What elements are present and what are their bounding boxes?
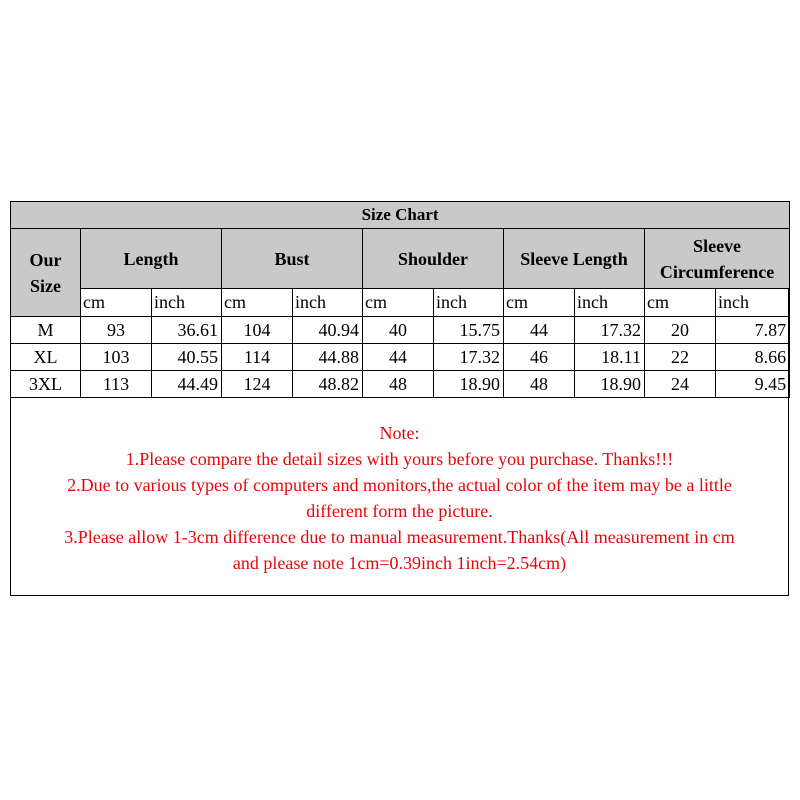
bust-inch: 48.82 [293,371,363,398]
notes-heading: Note: [379,423,420,443]
length-inch: 36.61 [152,317,222,344]
unit-cm: cm [81,289,152,317]
bust-header: Bust [222,229,363,289]
sleeve-circumference-header [645,229,790,289]
length-inch: 44.49 [152,371,222,398]
length-cm: 93 [81,317,152,344]
shoulder-inch: 18.90 [434,371,504,398]
size-header-line2: Size [30,275,61,296]
sleeve-length-inch: 17.32 [575,317,645,344]
size-label: 3XL [11,371,81,398]
shoulder-header: Shoulder [363,229,504,289]
size-chart-sheet [10,201,789,596]
unit-cm: cm [363,289,434,317]
length-cm: 113 [81,371,152,398]
table-row [11,371,790,398]
bust-inch: 44.88 [293,344,363,371]
size-header-line1: Our [29,249,62,270]
sleeve-circumference-line2: Circumference [659,261,775,282]
sleeve-circumference-cm: 22 [645,344,716,371]
size-label: XL [11,344,81,371]
unit-inch: inch [434,289,504,317]
sleeve-length-header: Sleeve Length [504,229,645,289]
sleeve-circumference-cm: 20 [645,317,716,344]
shoulder-cm: 48 [363,371,434,398]
note-line: 2.Due to various types of computers and monitors,the actual color of the item may be a little [67,475,732,495]
sleeve-circumference-inch: 8.66 [716,344,790,371]
note-line: 3.Please allow 1-3cm difference due to manual measurement.Thanks(All measurement in cm [64,527,735,547]
unit-inch: inch [575,289,645,317]
unit-cm: cm [222,289,293,317]
bust-cm: 104 [222,317,293,344]
length-header: Length [81,229,222,289]
sleeve-circumference-inch: 7.87 [716,317,790,344]
notes-block [11,420,788,576]
sleeve-length-inch: 18.90 [575,371,645,398]
length-inch: 40.55 [152,344,222,371]
unit-inch: inch [152,289,222,317]
sleeve-length-cm: 46 [504,344,575,371]
sleeve-circumference-line1: Sleeve [693,235,742,256]
bust-inch: 40.94 [293,317,363,344]
shoulder-inch: 17.32 [434,344,504,371]
sleeve-circumference-cm: 24 [645,371,716,398]
unit-cm: cm [504,289,575,317]
shoulder-cm: 40 [363,317,434,344]
table-row [11,317,790,344]
note-line: different form the picture. [306,501,493,521]
size-label: M [11,317,81,344]
unit-cm: cm [645,289,716,317]
size-column-header [11,229,81,317]
bust-cm: 124 [222,371,293,398]
unit-inch: inch [293,289,363,317]
note-line: and please note 1cm=0.39inch 1inch=2.54cm) [232,553,567,573]
table-row [11,344,790,371]
shoulder-inch: 15.75 [434,317,504,344]
shoulder-cm: 44 [363,344,434,371]
table-title: Size Chart [11,202,790,229]
note-line: 1.Please compare the detail sizes with yours before you purchase. Thanks!!! [125,449,674,469]
sleeve-circumference-inch: 9.45 [716,371,790,398]
sleeve-length-cm: 48 [504,371,575,398]
size-chart-table [10,201,790,398]
bust-cm: 114 [222,344,293,371]
unit-inch: inch [716,289,790,317]
sleeve-length-inch: 18.11 [575,344,645,371]
sleeve-length-cm: 44 [504,317,575,344]
length-cm: 103 [81,344,152,371]
